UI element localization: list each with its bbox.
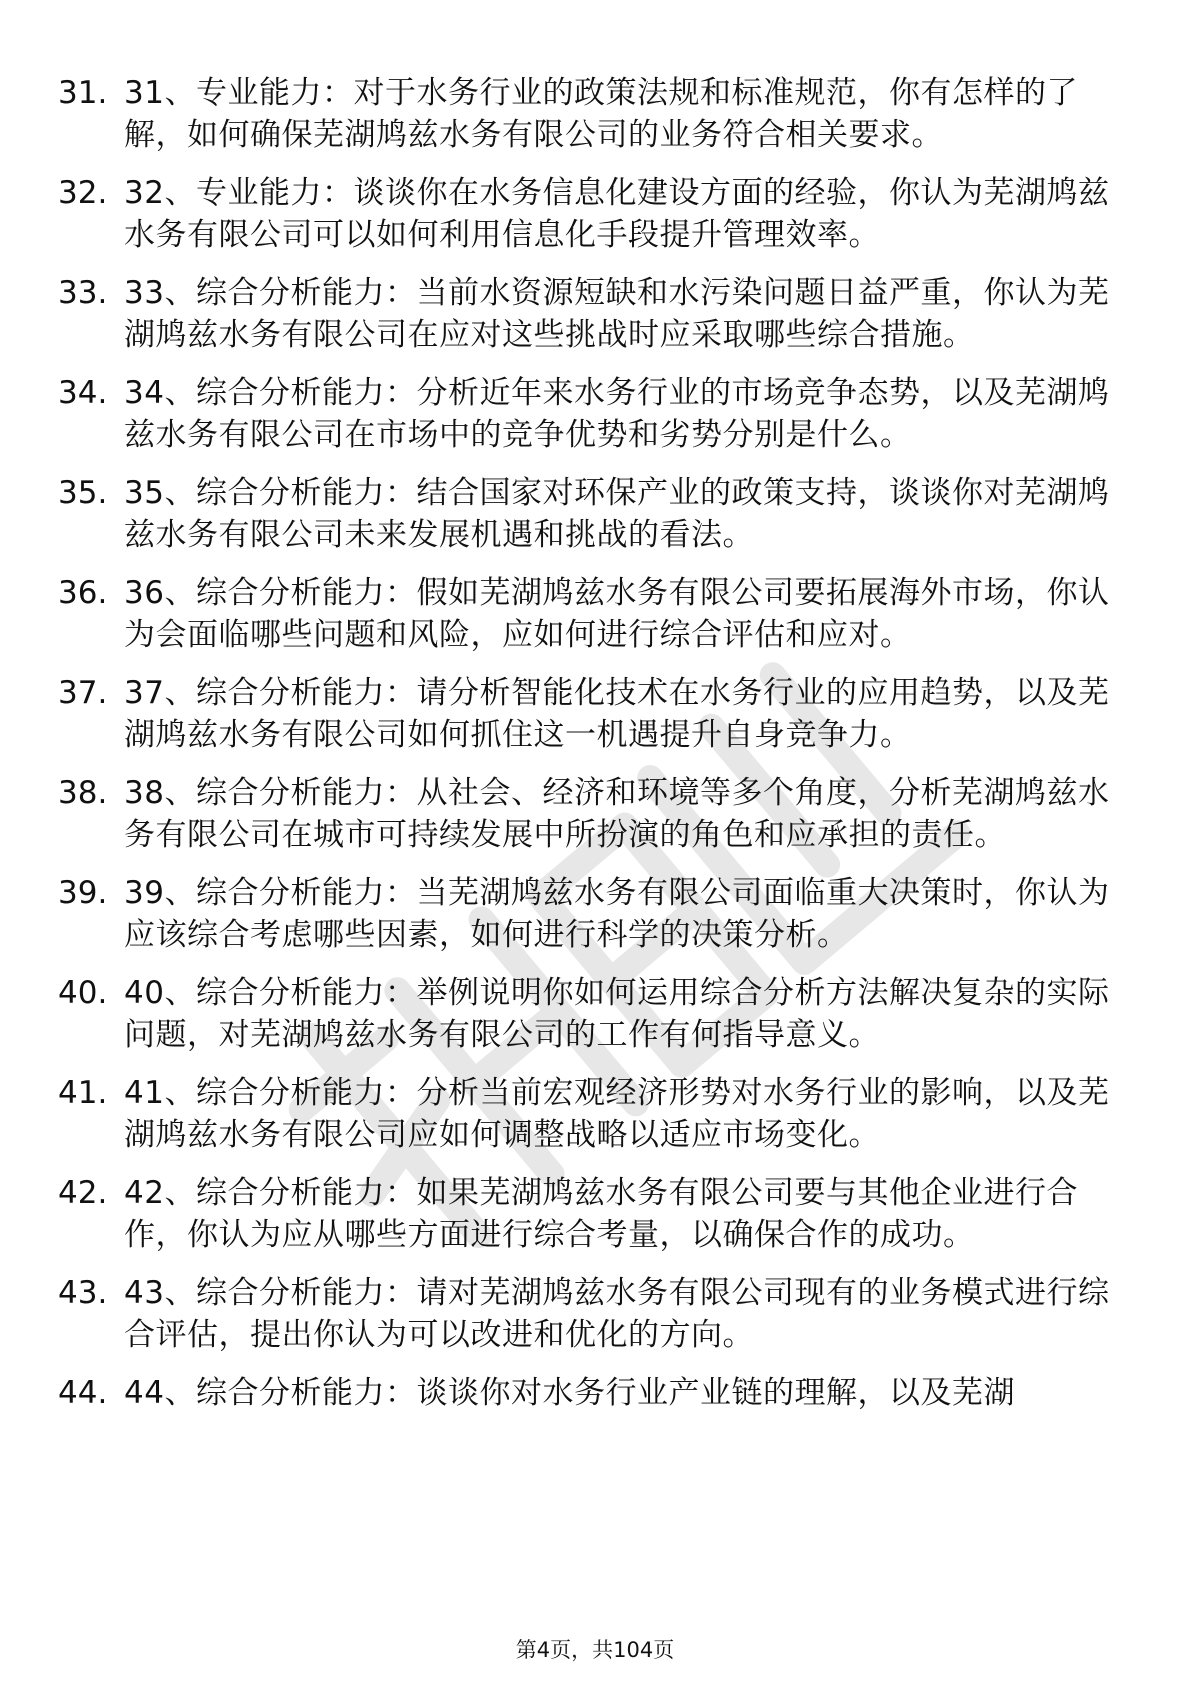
list-item	[58, 372, 1118, 456]
question-number: 32.	[58, 175, 108, 211]
question-text: 37、综合分析能力：请分析智能化技术在水务行业的应用趋势，以及芜湖鸠兹水务有限公司如何抓住这一机遇提升自身竞争力。	[124, 675, 1110, 753]
question-text: 38、综合分析能力：从社会、经济和环境等多个角度，分析芜湖鸠兹水务有限公司在城市可持续发展中所扮演的角色和应承担的责任。	[124, 775, 1110, 853]
question-number: 40.	[58, 975, 108, 1011]
list-item	[58, 472, 1118, 556]
question-list	[58, 72, 1118, 1430]
question-number: 31.	[58, 75, 108, 111]
list-item	[58, 772, 1118, 856]
list-item	[58, 1372, 1118, 1414]
question-number: 44.	[58, 1375, 108, 1411]
question-number: 38.	[58, 775, 108, 811]
list-item	[58, 672, 1118, 756]
question-text: 41、综合分析能力：分析当前宏观经济形势对水务行业的影响，以及芜湖鸠兹水务有限公司应如何调整战略以适应市场变化。	[124, 1075, 1110, 1153]
question-text: 36、综合分析能力：假如芜湖鸠兹水务有限公司要拓展海外市场，你认为会面临哪些问题和风险，应如何进行综合评估和应对。	[124, 575, 1110, 653]
question-number: 43.	[58, 1275, 108, 1311]
question-text: 33、综合分析能力：当前水资源短缺和水污染问题日益严重，你认为芜湖鸠兹水务有限公司在应对这些挑战时应采取哪些综合措施。	[124, 275, 1110, 353]
question-number: 36.	[58, 575, 108, 611]
question-text: 44、综合分析能力：谈谈你对水务行业产业链的理解，以及芜湖	[124, 1375, 1015, 1411]
question-number: 41.	[58, 1075, 108, 1111]
question-text: 31、专业能力：对于水务行业的政策法规和标准规范，你有怎样的了解，如何确保芜湖鸠兹水务有限公司的业务符合相关要求。	[124, 75, 1078, 153]
question-number: 34.	[58, 375, 108, 411]
list-item	[58, 972, 1118, 1056]
list-item	[58, 1272, 1118, 1356]
question-text: 34、综合分析能力：分析近年来水务行业的市场竞争态势，以及芜湖鸠兹水务有限公司在市场中的竞争优势和劣势分别是什么。	[124, 375, 1110, 453]
question-text: 39、综合分析能力：当芜湖鸠兹水务有限公司面临重大决策时，你认为应该综合考虑哪些因素，如何进行科学的决策分析。	[124, 875, 1110, 953]
question-number: 35.	[58, 475, 108, 511]
list-item	[58, 172, 1118, 256]
list-item	[58, 1172, 1118, 1256]
question-number: 33.	[58, 275, 108, 311]
list-item	[58, 1072, 1118, 1156]
question-text: 42、综合分析能力：如果芜湖鸠兹水务有限公司要与其他企业进行合作，你认为应从哪些方面进行综合考量，以确保合作的成功。	[124, 1175, 1078, 1253]
list-item	[58, 872, 1118, 956]
question-number: 37.	[58, 675, 108, 711]
question-text: 35、综合分析能力：结合国家对环保产业的政策支持，谈谈你对芜湖鸠兹水务有限公司未来发展机遇和挑战的看法。	[124, 475, 1110, 553]
question-text: 43、综合分析能力：请对芜湖鸠兹水务有限公司现有的业务模式进行综合评估，提出你认为可以改进和优化的方向。	[124, 1275, 1110, 1353]
page-footer: 第4页，共104页	[515, 1638, 675, 1662]
list-item	[58, 72, 1118, 156]
question-number: 42.	[58, 1175, 108, 1211]
question-number: 39.	[58, 875, 108, 911]
list-item	[58, 572, 1118, 656]
question-text: 40、综合分析能力：举例说明你如何运用综合分析方法解决复杂的实际问题，对芜湖鸠兹水务有限公司的工作有何指导意义。	[124, 975, 1110, 1053]
question-text: 32、专业能力：谈谈你在水务信息化建设方面的经验，你认为芜湖鸠兹水务有限公司可以如何利用信息化手段提升管理效率。	[124, 175, 1110, 253]
list-item	[58, 272, 1118, 356]
